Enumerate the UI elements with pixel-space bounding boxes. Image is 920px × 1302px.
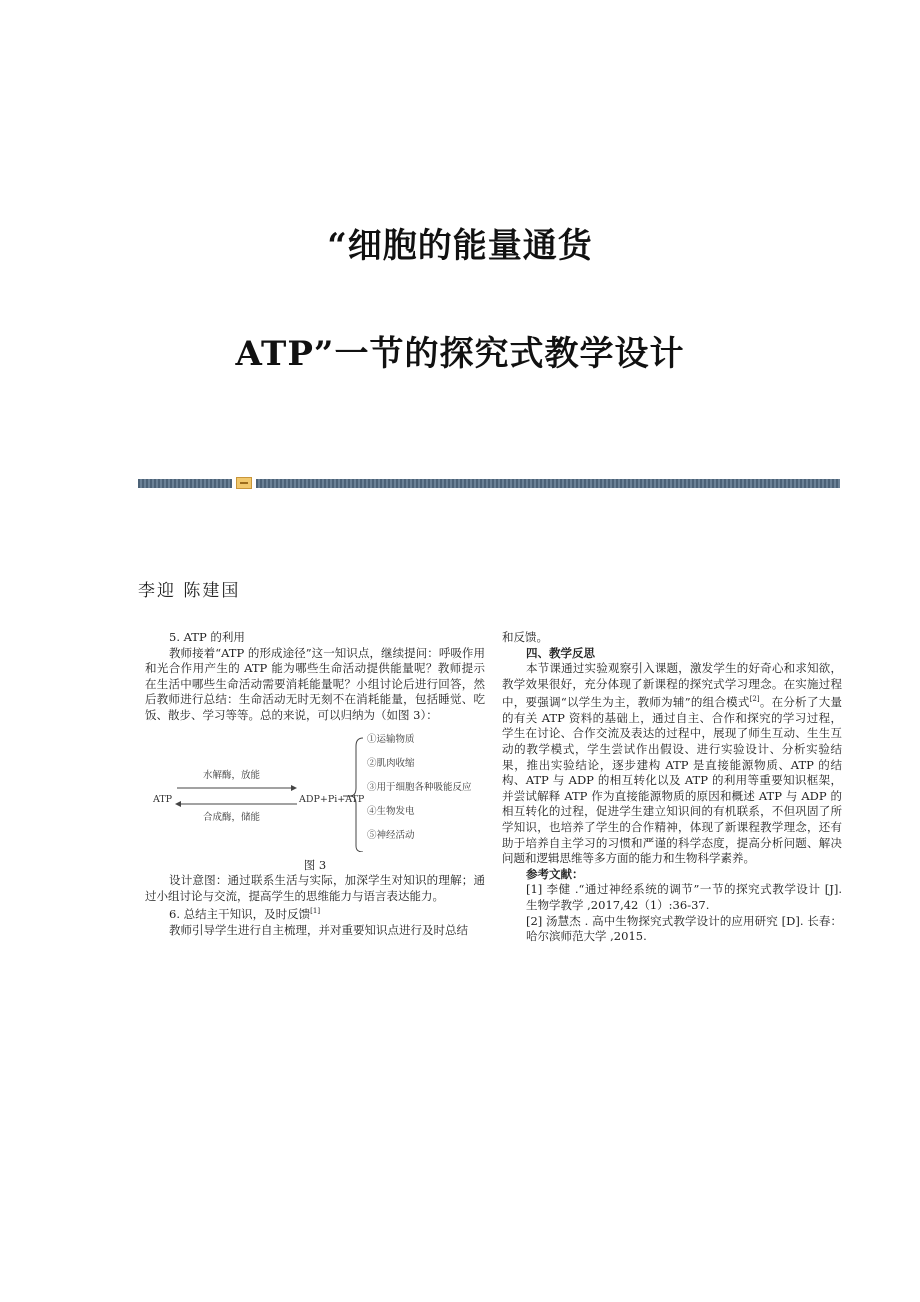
reflection-text-b: 。在分析了大量的有关 ATP 资料的基础上，通过自主、合作和探究的学习过程，学生在讨论、合作交流及表达的过程中，展现了师生互动、生生互动的教学模式，学生尝试作出假设、进行实验设计、分析实验结果，推出实验结论，逐步建构 ATP 是直接能源物质、ATP 的结构、ATP 与 ADP 的相互转化以及 ATP 的利用等重要知识框架，并尝试解释 ATP 作为直接能源物质的原因和概述 ATP 与 ADP 的相互转化的过程，促进学生建立知识间的有机联系，不但巩固了所学知识，也培养了学生的合作精神，体现了新课程教学理念，还有助于培养自主学习的习惯和严谨的科学态度，提高分析问题、解决问题和逻辑思维等多方面的能力和生物科学素养。 (502, 695, 842, 866)
figure-use-item: ③用于细胞各种吸能反应 (367, 781, 472, 793)
section-5-heading: 5. ATP 的利用 (169, 630, 245, 644)
figure-synthesis-label: 合成酶，储能 (203, 811, 261, 823)
figure-products-label: ADP+Pi+ATP (299, 793, 365, 805)
right-column (502, 630, 842, 945)
decorative-rule-left (138, 479, 232, 488)
reflection-paragraph (502, 661, 842, 867)
reflection-text-a: 本节课通过实验观察引入课题，激发学生的好奇心和求知欲，教学效果很好，充分体现了新课程的探究式学习理念。在实施过程中，要强调“以学生为主，教师为辅”的组合模式 (502, 661, 842, 710)
reference-item: [1] 李健 .“通过神经系统的调节”一节的探究式教学设计 [J]. 生物学教学 ,2017,42（1）:36-37. (526, 882, 842, 912)
section-6-heading-text: 6. 总结主干知识，及时反馈 (169, 907, 311, 922)
left-column (145, 630, 485, 938)
citation-marker: [1] (310, 907, 321, 916)
rule-badge-icon (236, 477, 252, 489)
reference-item: [2] 汤慧杰 . 高中生物探究式教学设计的应用研究 [D]. 长春：哈尔滨师范大学 ,2015. (526, 913, 842, 944)
continuation-text: 和反馈。 (502, 630, 548, 644)
authors: 李迎 陈建国 (138, 581, 241, 601)
section-5-paragraph: 教师接着“ATP 的形成途径”这一知识点，继续提问：呼吸作用和光合作用产生的 ATP 能为哪些生命活动提供能量呢？教师提示在生活中哪些生命活动需要消耗能量呢？小组讨论后进行回答，然后教师进行总结：生命活动无时无刻不在消耗能量，包括睡觉、吃饭、散步、学习等等。总的来说，可以归纳为（如图 3）： (145, 645, 485, 722)
figure-3-caption: 图 3 (303, 857, 327, 872)
figure-use-item: ②肌肉收缩 (367, 757, 415, 769)
section-6-heading (145, 904, 485, 922)
title-line-1: “细胞的能量通货 (327, 226, 593, 266)
figure-3 (145, 730, 485, 852)
figure-use-item: ①运输物质 (367, 733, 415, 745)
decorative-rule-right (256, 479, 840, 488)
figure-use-item: ⑤神经活动 (367, 829, 415, 841)
section-4-heading: 四、教学反思 (526, 645, 595, 660)
figure-use-item: ④生物发电 (367, 805, 415, 817)
figure-hydrolysis-label: 水解酶，放能 (203, 769, 261, 781)
title-line-2: ATP”一节的探究式教学设计 (235, 334, 685, 374)
citation-marker: [2] (749, 695, 760, 704)
figure-atp-label: ATP (153, 793, 173, 805)
section-6-paragraph: 教师引导学生进行自主梳理，并对重要知识点进行及时总结 (169, 922, 468, 937)
references-heading: 参考文献： (526, 866, 584, 881)
design-intent-paragraph: 设计意图：通过联系生活与实际，加深学生对知识的理解；通过小组讨论与交流，提高学生的思维能力与语言表达能力。 (145, 873, 485, 903)
